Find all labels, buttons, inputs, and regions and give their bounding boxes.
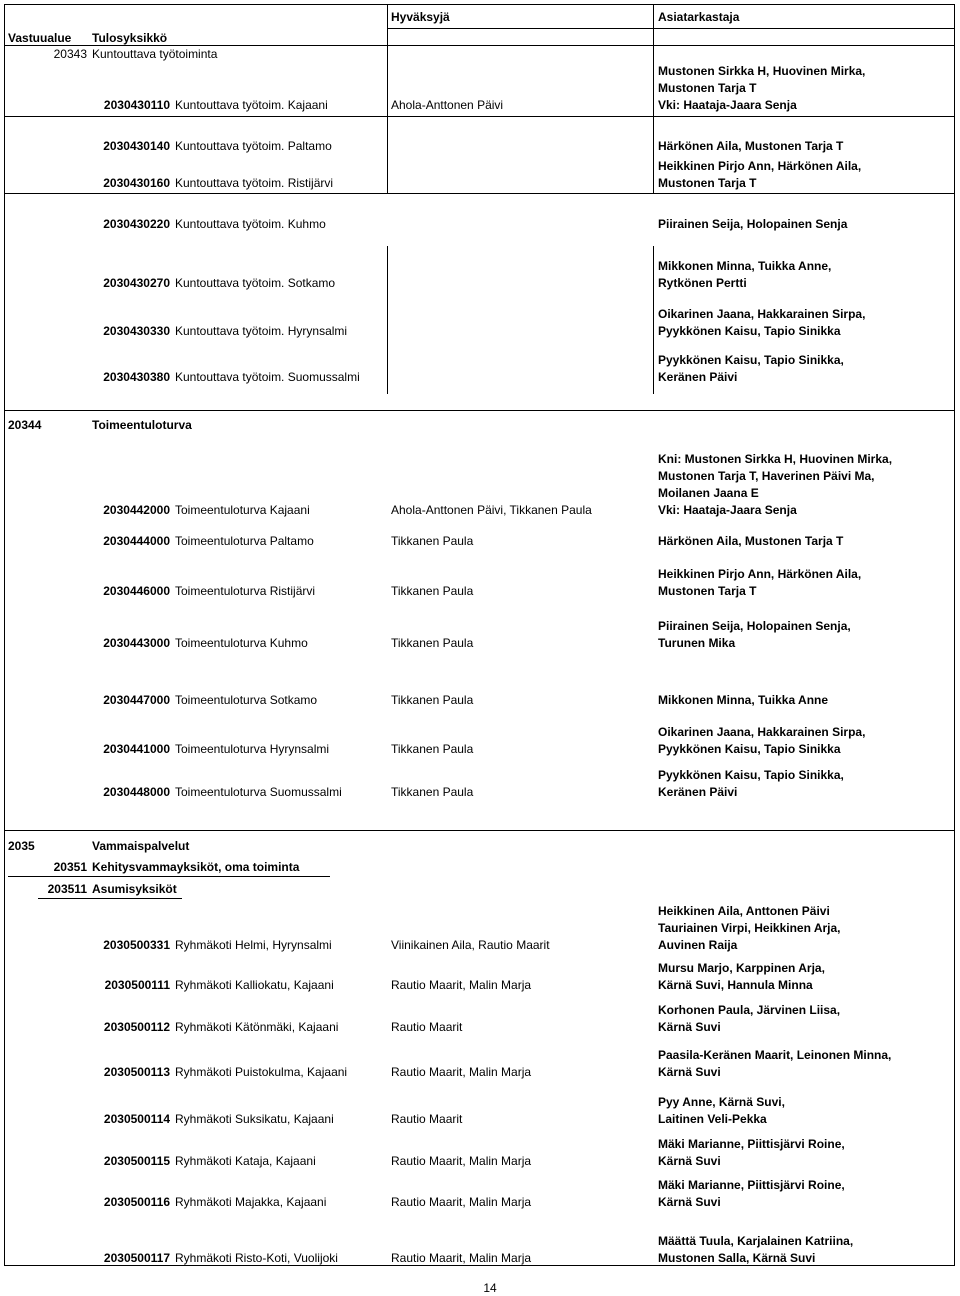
column-divider-2 [653, 4, 654, 116]
row-inspector-line: Mustonen Sirkka H, Huovinen Mirka, [658, 64, 866, 78]
row-approver: Rautio Maarit, Malin Marja [391, 1154, 532, 1168]
row-name: Kuntouttava työtoim. Kajaani [175, 98, 328, 112]
row-approver: Rautio Maarit, Malin Marja [391, 978, 532, 992]
row-inspector-line: Mustonen Tarja T [658, 176, 757, 190]
row-code: 2030500112 [103, 1020, 170, 1034]
row-code: 2030430220 [103, 217, 170, 231]
row-code: 2030430270 [103, 276, 170, 290]
row-inspector-line: Härkönen Aila, Mustonen Tarja T [658, 534, 844, 548]
row-name: Toimeentuloturva Paltamo [175, 534, 314, 548]
row-code: 2030500114 [103, 1112, 170, 1126]
row-name: Kuntouttava työtoim. Hyrynsalmi [175, 324, 348, 338]
row-inspector-line: Kärnä Suvi [658, 1154, 721, 1168]
row-inspector-line: Oikarinen Jaana, Hakkarainen Sirpa, [658, 725, 866, 739]
header-hyvaksyja: Hyväksyjä [391, 10, 450, 24]
row-code: 2030444000 [103, 534, 170, 548]
row-inspector-line: Mäki Marianne, Piittisjärvi Roine, [658, 1178, 845, 1192]
row-code: 2030446000 [103, 584, 170, 598]
subsection-name: Kehitysvammayksiköt, oma toiminta [92, 860, 300, 874]
row-inspector-line: Mustonen Tarja T [658, 81, 757, 95]
row-name: Toimeentuloturva Kajaani [175, 503, 310, 517]
column-divider-6 [653, 246, 654, 394]
subsubsection-underline [38, 898, 182, 899]
row-name: Ryhmäkoti Risto-Koti, Vuolijoki [175, 1251, 338, 1265]
row-name: Kuntouttava työtoim. Suomussalmi [175, 370, 360, 384]
row-code: 2030500115 [103, 1154, 170, 1168]
row-code: 2030430330 [103, 324, 170, 338]
row-code: 2030500331 [103, 938, 170, 952]
row-inspector-line: Kärnä Suvi, Hannula Minna [658, 978, 813, 992]
row-name: Kuntouttava työtoim. Ristijärvi [175, 176, 334, 190]
row-inspector-line: Kärnä Suvi [658, 1020, 721, 1034]
row-inspector-line: Mikkonen Minna, Tuikka Anne, [658, 259, 832, 273]
row-inspector-line: Määttä Tuula, Karjalainen Katriina, [658, 1234, 854, 1248]
header-tulosyksikko: Tulosyksikkö [92, 31, 168, 45]
row-inspector-line: Paasila-Keränen Maarit, Leinonen Minna, [658, 1048, 892, 1062]
column-divider-5 [387, 246, 388, 394]
row-code: 2030430380 [103, 370, 170, 384]
row-name: Toimeentuloturva Kuhmo [175, 636, 308, 650]
row-inspector-line: Kni: Mustonen Sirkka H, Huovinen Mirka, [658, 452, 893, 466]
row-inspector-line: Heikkinen Aila, Anttonen Päivi [658, 904, 830, 918]
column-divider-4 [653, 117, 654, 193]
row-approver: Viinikainen Aila, Rautio Maarit [391, 938, 550, 952]
row-approver: Ahola-Anttonen Päivi [391, 98, 504, 112]
row-approver: Rautio Maarit, Malin Marja [391, 1195, 532, 1209]
row-code: 2030500117 [103, 1251, 170, 1265]
row-inspector-line: Pyy Anne, Kärnä Suvi, [658, 1095, 785, 1109]
row-code: 2030500111 [104, 978, 170, 992]
row-inspector-line: Piirainen Seija, Holopainen Senja [658, 217, 848, 231]
row-inspector-line: Tauriainen Virpi, Heikkinen Arja, [658, 921, 841, 935]
row-inspector-line: Mursu Marjo, Karppinen Arja, [658, 961, 825, 975]
row-name: Ryhmäkoti Kätönmäki, Kajaani [175, 1020, 339, 1034]
row-inspector-line: Pyykkönen Kaisu, Tapio Sinikka [658, 324, 841, 338]
row-name: Ryhmäkoti Puistokulma, Kajaani [175, 1065, 348, 1079]
row-name: Toimeentuloturva Suomussalmi [175, 785, 342, 799]
row-approver: Tikkanen Paula [391, 742, 474, 756]
row-inspector-line: Mustonen Tarja T, Haverinen Päivi Ma, [658, 469, 875, 483]
column-divider-1 [387, 4, 388, 116]
row-inspector-line: Mustonen Tarja T [658, 584, 757, 598]
row-approver: Rautio Maarit [391, 1112, 463, 1126]
row-name: Toimeentuloturva Ristijärvi [175, 584, 316, 598]
section-code: 2035 [8, 839, 35, 853]
top-border [4, 4, 955, 5]
subsubsection-name: Asumisyksiköt [92, 882, 177, 896]
row-inspector-line: Oikarinen Jaana, Hakkarainen Sirpa, [658, 307, 866, 321]
subsection-underline [8, 876, 330, 877]
row-name: Kuntouttava työtoim. Kuhmo [175, 217, 326, 231]
column-divider-3 [387, 117, 388, 193]
row-code: 2030448000 [103, 785, 170, 799]
row-approver: Rautio Maarit [391, 1020, 463, 1034]
row-name: Ryhmäkoti Kalliokatu, Kajaani [175, 978, 334, 992]
row-inspector-line: Turunen Mika [658, 636, 736, 650]
row-inspector-line: Korhonen Paula, Järvinen Liisa, [658, 1003, 841, 1017]
section-code: 20344 [8, 418, 42, 432]
row-approver: Tikkanen Paula [391, 534, 474, 548]
row-name: Ryhmäkoti Kataja, Kajaani [175, 1154, 316, 1168]
row-approver: Tikkanen Paula [391, 785, 474, 799]
row-approver: Rautio Maarit, Malin Marja [391, 1065, 532, 1079]
row-code: 2030430140 [103, 139, 170, 153]
row-code: 2030441000 [103, 742, 170, 756]
row-inspector-line: Rytkönen Pertti [658, 276, 747, 290]
row-inspector-line: Mäki Marianne, Piittisjärvi Roine, [658, 1137, 845, 1151]
row-inspector-line: Pyykkönen Kaisu, Tapio Sinikka, [658, 768, 844, 782]
row-name: Ryhmäkoti Majakka, Kajaani [175, 1195, 327, 1209]
row-approver: Rautio Maarit, Malin Marja [391, 1251, 532, 1265]
row-name: Ryhmäkoti Suksikatu, Kajaani [175, 1112, 334, 1126]
header-vastuualue: Vastuualue [8, 31, 72, 45]
page-number: 14 [483, 1281, 497, 1295]
row-inspector-line: Heikkinen Pirjo Ann, Härkönen Aila, [658, 567, 862, 581]
row-inspector-line: Vki: Haataja-Jaara Senja [658, 503, 797, 517]
row-inspector-line: Piirainen Seija, Holopainen Senja, [658, 619, 851, 633]
row-inspector-line: Laitinen Veli-Pekka [658, 1112, 767, 1126]
row-code: 2030500116 [103, 1195, 170, 1209]
subsection-code: 20351 [53, 860, 87, 874]
section-divider-2 [4, 193, 955, 194]
row-name: Toimeentuloturva Sotkamo [175, 693, 318, 707]
row-inspector-line: Vki: Haataja-Jaara Senja [658, 98, 797, 112]
row-name: Kuntouttava työtoim. Paltamo [175, 139, 332, 153]
row-approver: Tikkanen Paula [391, 584, 474, 598]
row-code: 2030430160 [103, 176, 170, 190]
section-divider-3 [4, 410, 955, 411]
row-inspector-line: Mikkonen Minna, Tuikka Anne [658, 693, 829, 707]
row-inspector-line: Kärnä Suvi [658, 1195, 721, 1209]
row-inspector-line: Keränen Päivi [658, 785, 738, 799]
row-inspector-line: Keränen Päivi [658, 370, 738, 384]
row-inspector-line: Kärnä Suvi [658, 1065, 721, 1079]
section-divider-1 [4, 116, 955, 117]
row-inspector-line: Moilanen Jaana E [658, 486, 759, 500]
subsubsection-code: 203511 [47, 882, 87, 896]
row-inspector-line: Mustonen Salla, Kärnä Suvi [658, 1251, 816, 1265]
row-code: 2030500113 [103, 1065, 170, 1079]
row-inspector-line: Auvinen Raija [658, 938, 738, 952]
row-code: 2030447000 [103, 693, 170, 707]
section-name: Vammaispalvelut [92, 839, 190, 853]
row-inspector-line: Pyykkönen Kaisu, Tapio Sinikka, [658, 353, 844, 367]
section-name: Toimeentuloturva [92, 418, 192, 432]
row-inspector-line: Härkönen Aila, Mustonen Tarja T [658, 139, 844, 153]
section-divider-4 [4, 830, 955, 831]
row-inspector-line: Pyykkönen Kaisu, Tapio Sinikka [658, 742, 841, 756]
section-name: Kuntouttava työtoiminta [92, 47, 218, 61]
row-name: Toimeentuloturva Hyrynsalmi [175, 742, 330, 756]
section-code: 20343 [53, 47, 87, 61]
row-code: 2030443000 [103, 636, 170, 650]
row-approver: Ahola-Anttonen Päivi, Tikkanen Paula [391, 503, 592, 517]
header-divider [387, 28, 954, 29]
row-code: 2030430110 [103, 98, 170, 112]
header-asiatarkastaja: Asiatarkastaja [658, 10, 740, 24]
row-inspector-line: Heikkinen Pirjo Ann, Härkönen Aila, [658, 159, 862, 173]
row-name: Ryhmäkoti Helmi, Hyrynsalmi [175, 938, 332, 952]
row-code: 2030442000 [103, 503, 170, 517]
row-name: Kuntouttava työtoim. Sotkamo [175, 276, 336, 290]
header-divider-3 [387, 45, 954, 46]
row-approver: Tikkanen Paula [391, 636, 474, 650]
row-approver: Tikkanen Paula [391, 693, 474, 707]
